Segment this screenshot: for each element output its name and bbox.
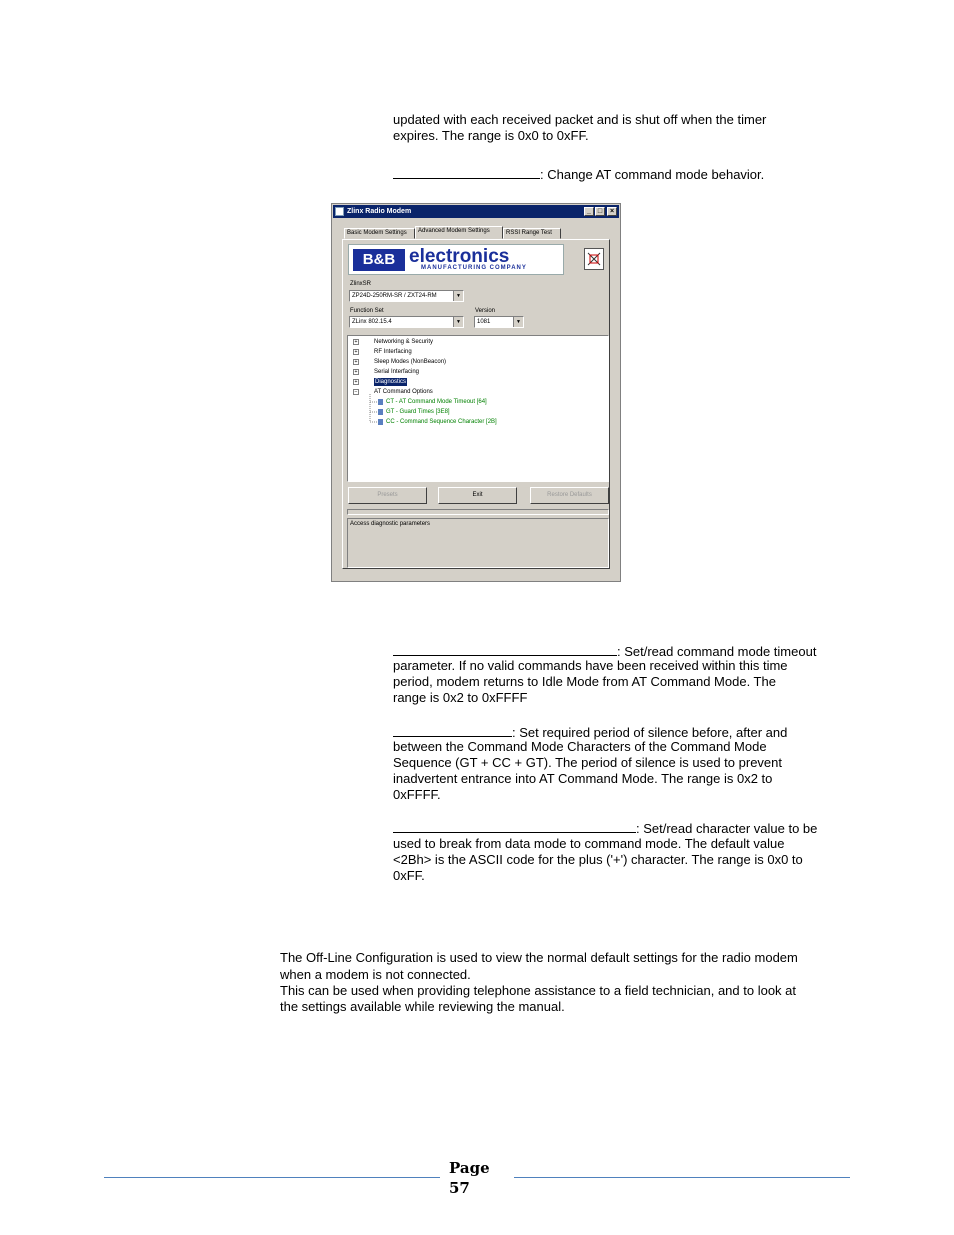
- collapse-icon[interactable]: −: [354, 389, 358, 395]
- version-label: Version: [475, 308, 496, 314]
- paragraph-line: range is 0x2 to 0xFFFF: [393, 690, 528, 705]
- at-options-description: : Change AT command mode behavior.: [393, 165, 764, 183]
- paragraph-line: The Off-Line Configuration is used to view the normal default settings for the radio modem: [280, 950, 798, 965]
- page-number-value: 57: [449, 1179, 470, 1197]
- logo-wordmark: electronics: [409, 246, 510, 267]
- presets-button[interactable]: Presets: [348, 487, 427, 504]
- restore-defaults-button[interactable]: Restore Defaults: [530, 487, 609, 504]
- tree-item-at-options[interactable]: AT Command Options: [374, 389, 433, 395]
- exit-button[interactable]: Exit: [438, 487, 517, 504]
- function-set-select[interactable]: ZLinx 802.15.4 ▼: [349, 316, 464, 328]
- paragraph-line: when a modem is not connected.: [280, 967, 471, 982]
- cc-description: : Set/read character value to be: [393, 819, 817, 837]
- page-label: Page: [449, 1159, 490, 1177]
- zlinx-dialog: [331, 203, 621, 582]
- paragraph-line: used to break from data mode to command mode. The default value: [393, 836, 785, 851]
- paragraph-line: period, modem returns to Idle Mode from AT Command Mode. The: [393, 674, 776, 689]
- expand-icon[interactable]: +: [354, 339, 358, 345]
- tree-lines: [348, 336, 388, 426]
- window-title: Zlinx Radio Modem: [347, 208, 412, 215]
- paragraph-line: 0xFF.: [393, 868, 425, 883]
- expand-icon[interactable]: +: [354, 379, 358, 385]
- footer-rule-right: [514, 1177, 850, 1178]
- tree-item-sleep[interactable]: Sleep Modes (NonBeacon): [374, 359, 447, 365]
- expand-icon[interactable]: +: [354, 349, 358, 355]
- function-set-label: Function Set: [350, 308, 384, 314]
- expand-icon[interactable]: +: [354, 369, 358, 375]
- blank-heading: [393, 723, 512, 737]
- blank-heading: [393, 819, 636, 833]
- expand-icon[interactable]: +: [354, 359, 358, 365]
- chevron-down-icon[interactable]: ▼: [453, 291, 463, 301]
- logo-mark: B&B: [353, 249, 405, 271]
- paragraph-line: Sequence (GT + CC + GT). The period of silence is used to prevent: [393, 755, 782, 770]
- paragraph-line: between the Command Mode Characters of the Command Mode: [393, 739, 767, 754]
- close-button[interactable]: ×: [607, 207, 617, 216]
- paragraph-line: 0xFFFF.: [393, 787, 441, 802]
- status-box: Access diagnostic parameters: [347, 518, 609, 568]
- tab-rssi-range-test[interactable]: RSSI Range Test: [503, 228, 561, 239]
- paragraph-line: parameter. If no valid commands have been received within this time: [393, 658, 788, 673]
- tree-item-cc[interactable]: CC - Command Sequence Character [2B]: [386, 419, 497, 425]
- minimize-button[interactable]: _: [584, 207, 594, 216]
- tab-basic-modem-settings[interactable]: Basic Modem Settings: [344, 228, 415, 239]
- gt-description: : Set required period of silence before, after and: [393, 723, 787, 741]
- paragraph-line: This can be used when providing telephone assistance to a field technician, and to look at: [280, 983, 797, 998]
- title-bar: [333, 205, 619, 218]
- chevron-down-icon[interactable]: ▼: [453, 317, 463, 327]
- bb-electronics-logo: [348, 244, 564, 275]
- tab-advanced-modem-settings[interactable]: Advanced Modem Settings: [415, 226, 503, 239]
- product-select[interactable]: ZP24D-250RM-SR / ZXT24-RM ▼: [349, 290, 464, 302]
- tree-item-networking[interactable]: Networking & Security: [374, 339, 434, 345]
- settings-tree[interactable]: [347, 335, 609, 482]
- maximize-button[interactable]: □: [595, 207, 605, 216]
- tree-item-gt[interactable]: GT - Guard Times [3E8]: [386, 409, 450, 415]
- version-select[interactable]: 1081 ▼: [474, 316, 524, 328]
- tree-item-serial[interactable]: Serial Interfacing: [374, 369, 420, 375]
- chevron-down-icon[interactable]: ▼: [513, 317, 523, 327]
- page-number: [449, 1158, 490, 1198]
- blank-heading: [393, 165, 540, 179]
- paragraph-line: updated with each received packet and is shut off when the timer: [393, 112, 767, 127]
- app-icon: [335, 207, 344, 216]
- tree-item-ct[interactable]: CT - AT Command Mode Timeout [64]: [386, 399, 487, 405]
- paragraph-line: inadvertent entrance into AT Command Mode. The range is 0x2 to: [393, 771, 773, 786]
- ct-description: : Set/read command mode timeout: [393, 642, 816, 660]
- tree-item-rf[interactable]: RF Interfacing: [374, 349, 412, 355]
- product-label: ZlinxSR: [350, 281, 372, 287]
- paragraph-line: the settings available while reviewing the manual.: [280, 999, 565, 1014]
- compliance-icon: [584, 248, 604, 270]
- logo-subtitle: MANUFACTURING COMPANY: [421, 265, 527, 271]
- paragraph-line: expires. The range is 0x0 to 0xFF.: [393, 128, 589, 143]
- blank-heading: [393, 642, 617, 656]
- footer-rule-left: [104, 1177, 440, 1178]
- paragraph-line: <2Bh> is the ASCII code for the plus ('+') character. The range is 0x0 to: [393, 852, 803, 867]
- progress-bar: [347, 509, 609, 515]
- tree-item-diagnostics[interactable]: Diagnostics: [375, 379, 407, 385]
